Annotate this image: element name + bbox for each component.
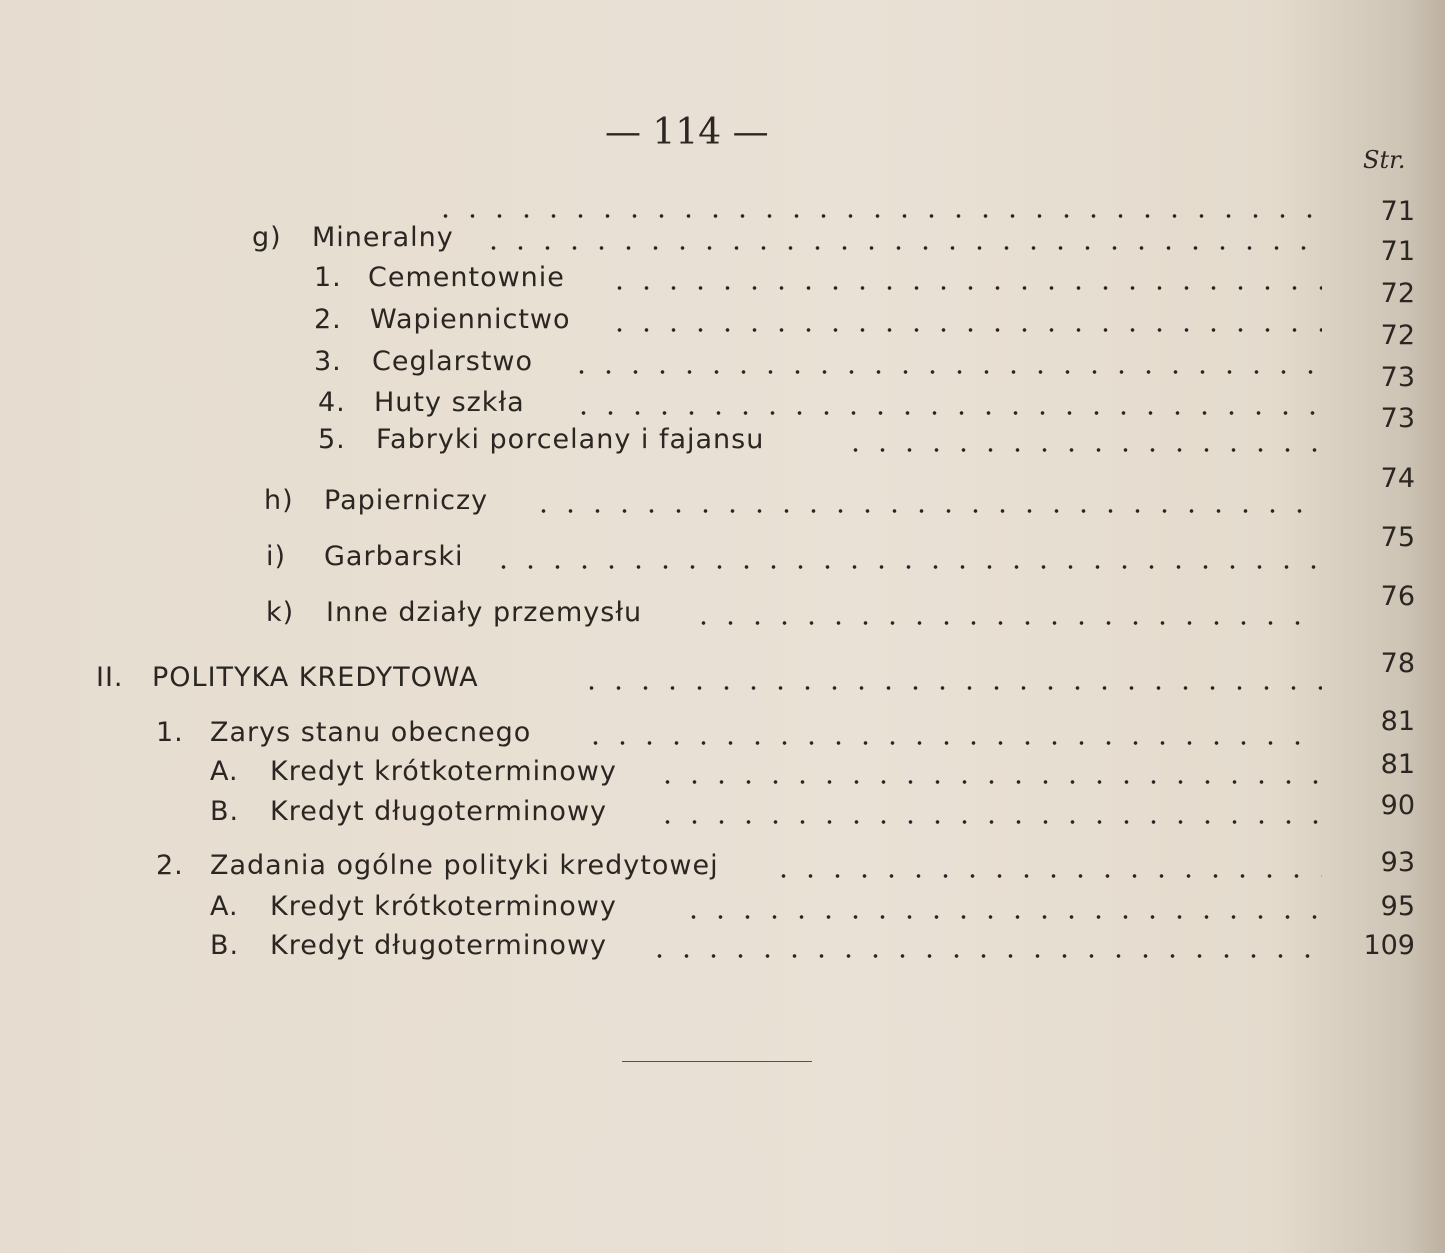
dot-leader [606,328,1322,332]
toc-entry-title: Cementownie [368,262,565,293]
dot-leader [530,509,1322,513]
toc-entry-label: h) [264,485,294,516]
toc-entry-title: Zadania ogólne polityki kredytowej [210,850,719,881]
toc-entry-title: Zarys stanu obecnego [210,717,532,748]
dot-leader [606,286,1322,290]
toc-entry-title: Ceglarstwo [372,346,534,377]
toc-entry-title: Garbarski [324,541,464,572]
toc-entry-title: Kredyt długoterminowy [270,930,608,961]
dot-leader [646,954,1322,958]
dot-leader [770,874,1322,878]
toc-entry-label: 1. [314,262,342,293]
page-number-header: — 114 — [605,112,769,153]
toc-entry-label: g) [252,222,282,253]
toc-entry-label: 3. [314,346,342,377]
toc-entry-title: Mineralny [312,222,454,253]
toc-entry-label: B. [210,930,240,961]
toc-page-number: 72 [1380,320,1415,351]
toc-entry-label: II. [96,662,124,693]
toc-entry-title: POLITYKA KREDYTOWA [152,662,479,693]
toc-entry-label: i) [266,541,287,572]
toc-entry-label: 1. [156,717,184,748]
toc-entry-label: 2. [156,850,184,881]
toc-page-number: 71 [1380,196,1415,227]
toc-entry-title: Papierniczy [324,485,489,516]
toc-page-number: 71 [1380,236,1415,267]
toc-entry-label: 5. [318,424,346,455]
toc-entry-title: Fabryki porcelany i fajansu [376,424,765,455]
dot-leader [654,820,1322,824]
toc-page-number: 74 [1380,463,1415,494]
toc-page-number: 73 [1380,403,1415,434]
toc-entry-label: A. [210,756,239,787]
dot-leader [490,565,1322,569]
toc-entry-label: 2. [314,304,342,335]
toc-page-number: 72 [1380,278,1415,309]
toc-page-number: 90 [1380,790,1415,821]
toc-page-number: 76 [1380,581,1415,612]
dot-leader [570,411,1322,415]
toc-entry-label: B. [210,796,240,827]
toc-page-number: 109 [1363,930,1415,961]
toc-page-number: 81 [1380,706,1415,737]
dot-leader [578,686,1322,690]
toc-entry-title: Huty szkła [374,387,525,418]
toc-entry-title: Kredyt krótkoterminowy [270,756,617,787]
dot-leader [654,780,1322,784]
toc-page-number: 78 [1380,648,1415,679]
dot-leader [582,741,1322,745]
toc-entry-title: Inne działy przemysłu [326,597,643,628]
toc-entry-label: 4. [318,387,346,418]
dot-leader [480,246,1322,250]
toc-entry-title: Kredyt krótkoterminowy [270,891,617,922]
toc-entry-title: Kredyt długoterminowy [270,796,608,827]
dot-leader [690,621,1322,625]
toc-entry-label: A. [210,891,239,922]
dot-leader [432,214,1322,218]
toc-page-number: 95 [1380,891,1415,922]
toc-page-number: 73 [1380,362,1415,393]
toc-entry-label: k) [266,597,295,628]
toc-entry-title: Wapiennictwo [370,304,571,335]
closing-rule [622,1061,812,1062]
dot-leader [680,915,1322,919]
dot-leader [568,370,1322,374]
toc-page-number: 75 [1380,522,1415,553]
page-column-label: Str. [1363,146,1406,174]
toc-page-number: 93 [1380,847,1415,878]
toc-page-number: 81 [1380,749,1415,780]
dot-leader [842,448,1322,452]
